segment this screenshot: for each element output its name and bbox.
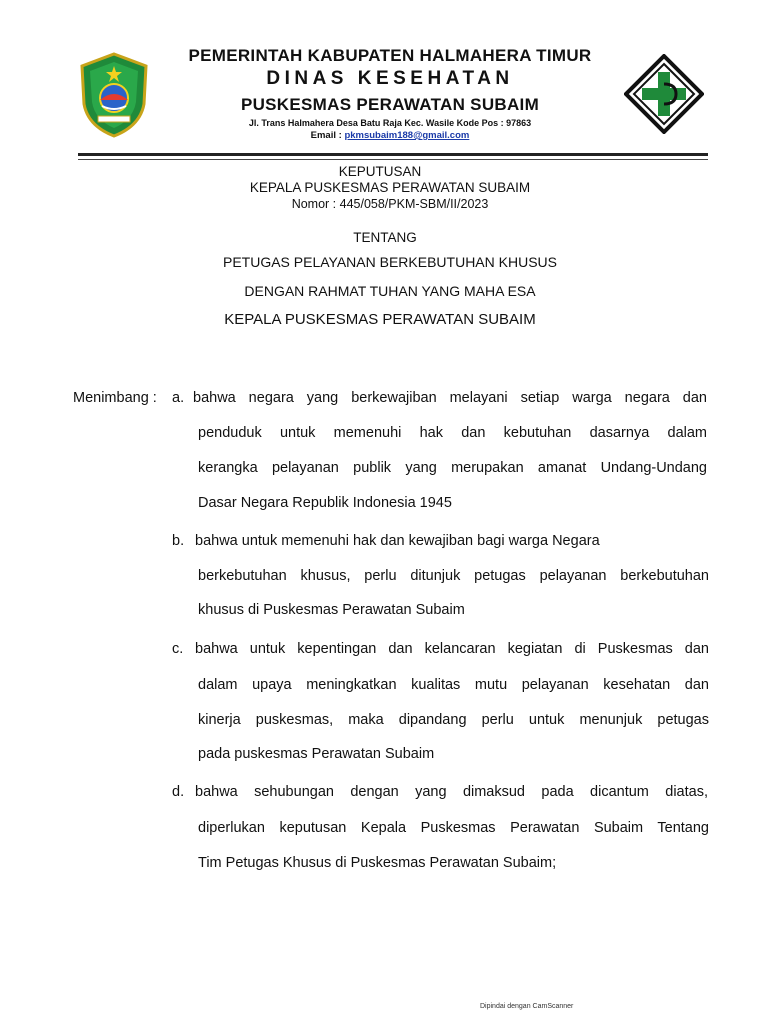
decree-subject: PETUGAS PELAYANAN BERKEBUTUHAN KHUSUS: [222, 254, 557, 270]
address-line: Jl. Trans Halmahera Desa Batu Raja Kec. Wasile Kode Pos : 97863: [248, 118, 532, 128]
issuer-line: KEPALA PUSKESMAS PERAWATAN SUBAIM: [224, 311, 536, 328]
scanner-watermark: Dipindai dengan CamScanner: [480, 1003, 574, 1010]
email-link[interactable]: pkmsubaim188@gmail.com: [344, 130, 470, 141]
point-a-line: kerangka pelayanan publik yang merupakan amanat Undang-Undang: [198, 460, 707, 476]
point-d-line: diperlukan keputusan Kepala Puskesmas Perawatan Subaim Tentang: [198, 820, 709, 836]
email-label: Email :: [310, 130, 342, 141]
point-b-letter: b.: [172, 533, 185, 549]
header-divider-thin: [78, 159, 708, 160]
point-a-letter: a.: [172, 390, 185, 406]
point-d-line: bahwa sehubungan dengan yang dimaksud pada dicantum diatas,: [195, 784, 708, 800]
decree-number: Nomor : 445/058/PKM-SBM/II/2023: [291, 197, 489, 211]
point-c-line: bahwa untuk kepentingan dan kelancaran kegiatan di Puskesmas dan: [195, 641, 709, 657]
institution-title: PUSKESMAS PERAWATAN SUBAIM: [240, 95, 540, 114]
point-b-line: bahwa untuk memenuhi hak dan kewajiban bagi warga Negara: [195, 533, 600, 549]
regional-emblem-icon: [78, 52, 150, 138]
point-c-line: dalam upaya meningkatkan kualitas mutu pelayanan kesehatan dan: [198, 677, 709, 693]
menimbang-label: Menimbang :: [73, 390, 157, 406]
point-c-line: kinerja puskesmas, maka dipandang perlu untuk menunjuk petugas: [198, 712, 709, 728]
tentang-heading: TENTANG: [353, 230, 417, 245]
header-divider-thick: [78, 153, 708, 156]
point-d-letter: d.: [172, 784, 185, 800]
point-c-letter: c.: [172, 641, 184, 657]
email-line: [160, 130, 620, 141]
decree-heading: KEPUTUSAN: [338, 164, 422, 179]
point-b-line: khusus di Puskesmas Perawatan Subaim: [198, 602, 465, 618]
puskesmas-logo-icon: [624, 54, 704, 134]
point-a-line: bahwa negara yang berkewajiban melayani setiap warga negara dan: [193, 390, 707, 406]
gov-title: PEMERINTAH KABUPATEN HALMAHERA TIMUR: [188, 46, 592, 65]
dept-title: DINAS KESEHATAN: [266, 68, 514, 89]
point-c-line: pada puskesmas Perawatan Subaim: [198, 746, 435, 762]
point-d-line: Tim Petugas Khusus di Puskesmas Perawatan Subaim;: [198, 855, 557, 871]
point-a-line: penduduk untuk memenuhi hak dan kebutuhan dasarnya dalam: [198, 425, 707, 441]
point-a-line: Dasar Negara Republik Indonesia 1945: [198, 495, 452, 511]
decree-issuer: KEPALA PUSKESMAS PERAWATAN SUBAIM: [249, 180, 531, 195]
rahmat-line: DENGAN RAHMAT TUHAN YANG MAHA ESA: [244, 283, 536, 299]
point-b-line: berkebutuhan khusus, perlu ditunjuk petugas pelayanan berkebutuhan: [198, 568, 709, 584]
